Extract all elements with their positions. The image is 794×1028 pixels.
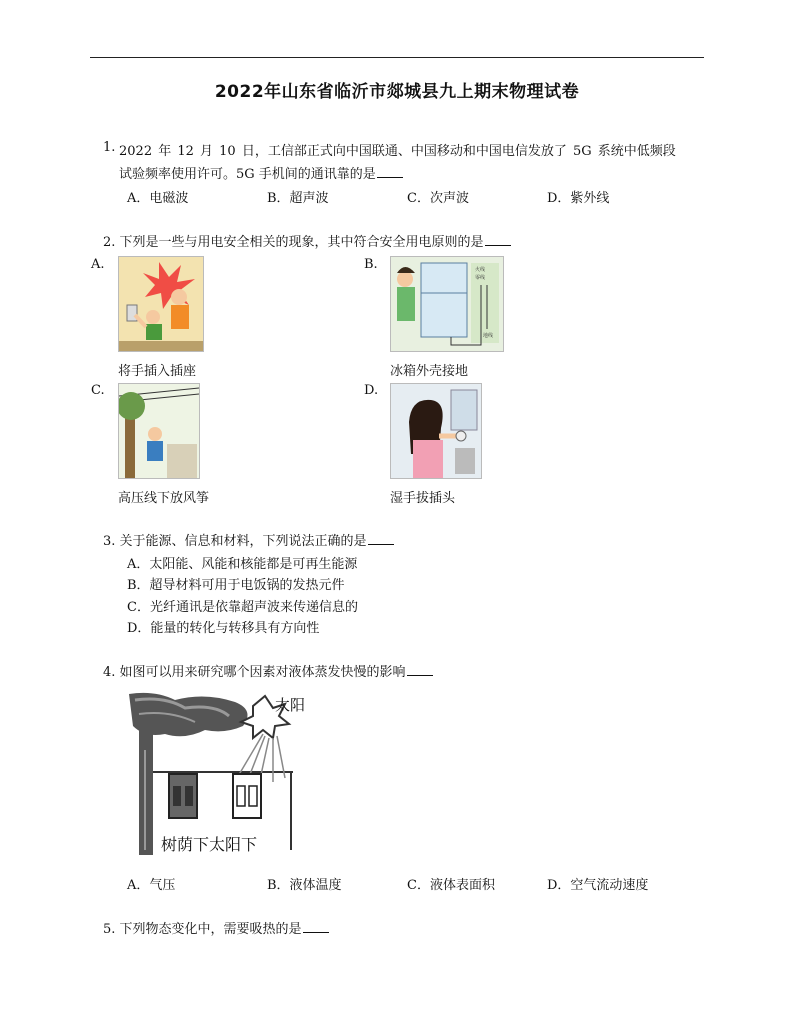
q2-option-d-caption: 湿手拔插头	[390, 491, 456, 506]
q1-option-c[interactable]: C．次声波	[407, 191, 469, 206]
q2-option-c-letter[interactable]: C.	[91, 383, 105, 398]
q2-option-b-letter[interactable]: B.	[364, 257, 378, 272]
q5-stem: 5. 下列物态变化中，需要吸热的是	[103, 918, 329, 937]
wet-hand-unplug-illustration	[391, 384, 481, 478]
q2-answer-blank[interactable]	[485, 233, 511, 246]
q3-option-b[interactable]: B．超导材料可用于电饭锅的发热元件	[127, 578, 345, 593]
q2-option-b-image[interactable]	[390, 256, 504, 352]
q3-option-d[interactable]: D．能量的转化与转移具有方向性	[127, 621, 320, 636]
sun-label: 太阳	[275, 696, 306, 714]
shade-vs-sun-drying-illustration	[125, 690, 330, 860]
q1-line1: 2022 年 12 月 10 日，工信部正式向中国联通、中国移动和中国电信发放了 5G 系统中低频段	[119, 144, 676, 159]
q4-option-a[interactable]: A．气压	[127, 878, 176, 893]
q3-option-c[interactable]: C．光纤通讯是依靠超声波来传递信息的	[127, 600, 358, 615]
q2-option-d-letter[interactable]: D.	[364, 383, 379, 398]
q1-option-a[interactable]: A．电磁波	[127, 191, 189, 206]
q2-option-a-caption: 将手插入插座	[118, 364, 197, 379]
figure-caption: 树荫下太阳下	[161, 835, 258, 854]
q2-option-c-image[interactable]	[118, 383, 200, 479]
q4-answer-blank[interactable]	[407, 663, 433, 676]
hand-in-socket-illustration	[119, 257, 203, 351]
q3-answer-blank[interactable]	[368, 532, 394, 545]
q5-answer-blank[interactable]	[303, 920, 329, 933]
q2-option-c-caption: 高压线下放风筝	[118, 491, 210, 506]
q1-answer-blank[interactable]	[377, 165, 403, 178]
q4-option-d[interactable]: D．空气流动速度	[547, 878, 649, 893]
kite-under-powerline-illustration	[119, 384, 199, 478]
q4-figure	[125, 690, 330, 860]
grounded-fridge-illustration	[391, 257, 503, 351]
q4-option-b[interactable]: B．液体温度	[267, 878, 342, 893]
q3-option-a[interactable]: A．太阳能、风能和核能都是可再生能源	[127, 557, 358, 572]
q1-number: 1.	[103, 140, 116, 155]
q2-option-a-letter[interactable]: A.	[91, 257, 105, 272]
q2-option-b-caption: 冰箱外壳接地	[390, 364, 469, 379]
q2-option-a-image[interactable]	[118, 256, 204, 352]
header-rule	[90, 57, 704, 58]
q2-stem: 2. 下列是一些与用电安全相关的现象，其中符合安全用电原则的是	[103, 231, 511, 250]
fridge-ground-wire-label: 地线	[483, 333, 494, 339]
fridge-live-wire-label: 火线	[475, 267, 486, 273]
q1-line2: 试验频率使用许可。5G 手机间的通讯靠的是	[119, 163, 403, 182]
page-title: 2022年山东省临沂市郯城县九上期末物理试卷	[214, 82, 580, 102]
q3-stem: 3. 关于能源、信息和材料，下列说法正确的是	[103, 530, 394, 549]
fridge-neutral-wire-label: 零线	[475, 275, 486, 281]
q1-option-d[interactable]: D．紫外线	[547, 191, 610, 206]
q1-option-b[interactable]: B．超声波	[267, 191, 329, 206]
q4-option-c[interactable]: C．液体表面积	[407, 878, 495, 893]
q4-stem: 4. 如图可以用来研究哪个因素对液体蒸发快慢的影响	[103, 661, 433, 680]
q2-option-d-image[interactable]	[390, 383, 482, 479]
